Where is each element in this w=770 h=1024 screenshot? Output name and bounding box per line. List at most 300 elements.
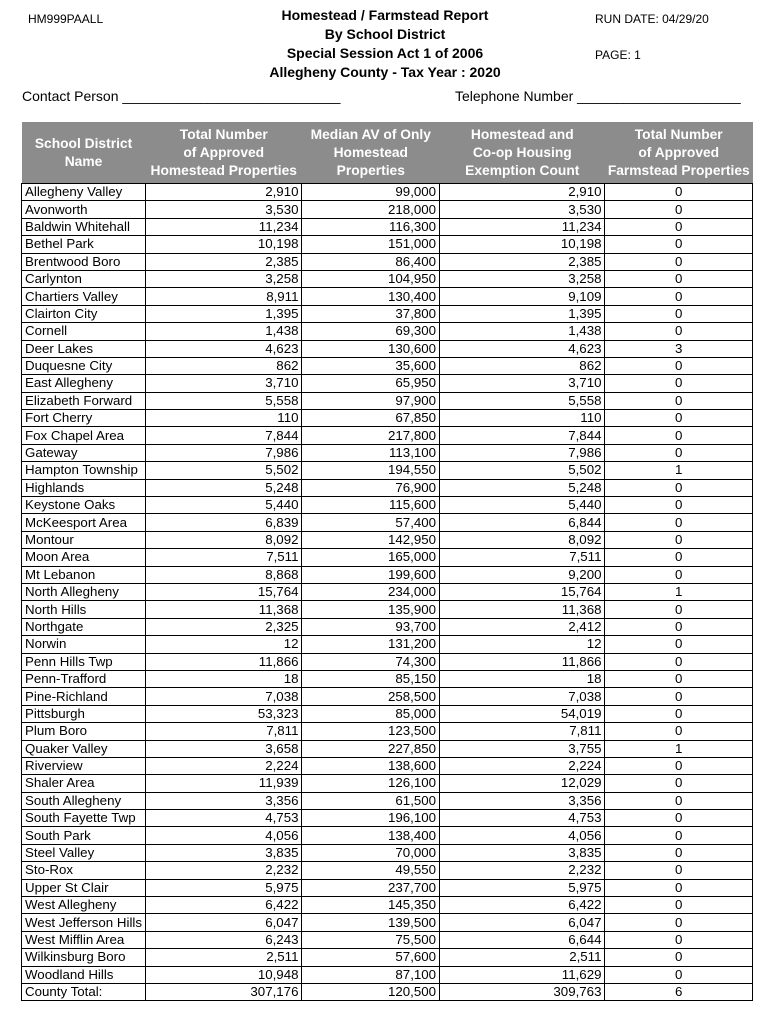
district-name-cell: Cornell [22,323,146,340]
farmstead-properties-cell: 1 [605,462,753,479]
column-header-line: Median AV of Only [310,127,431,142]
table-row [22,618,753,635]
median-av-cell: 67,850 [302,410,440,427]
district-name-cell: Quaker Valley [22,740,146,757]
table-row [22,201,753,218]
exemption-count-cell: 2,412 [440,618,605,635]
farmstead-properties-cell: 0 [605,844,753,861]
median-av-cell: 69,300 [302,323,440,340]
exemption-count-cell: 862 [440,357,605,374]
homestead-properties-cell: 10,948 [146,966,302,983]
farmstead-properties-cell: 0 [605,392,753,409]
column-header-line: School District [34,136,133,151]
median-av-cell: 61,500 [302,792,440,809]
farmstead-properties-cell: 0 [605,444,753,461]
col-school-district-name [22,122,146,184]
homestead-properties-cell: 15,764 [146,583,302,600]
homestead-properties-cell: 2,385 [146,253,302,270]
homestead-properties-cell: 1,438 [146,323,302,340]
table-row [22,392,753,409]
homestead-properties-cell: 8,911 [146,288,302,305]
median-av-cell: 97,900 [302,392,440,409]
farmstead-properties-cell: 0 [605,375,753,392]
table-row [22,844,753,861]
table-row [22,323,753,340]
farmstead-properties-cell: 0 [605,427,753,444]
farmstead-properties-cell: 0 [605,618,753,635]
district-name-cell: Avonworth [22,201,146,218]
table-row [22,740,753,757]
farmstead-properties-cell: 0 [605,253,753,270]
homestead-properties-cell: 10,198 [146,236,302,253]
column-header-line: Name [64,154,103,169]
homestead-properties-cell: 7,038 [146,688,302,705]
homestead-properties-cell: 53,323 [146,705,302,722]
exemption-count-cell: 9,200 [440,566,605,583]
median-av-cell: 130,600 [302,340,440,357]
district-name-cell: North Allegheny [22,583,146,600]
district-name-cell: Wilkinsburg Boro [22,949,146,966]
farmstead-properties-cell: 0 [605,479,753,496]
farmstead-properties-cell: 0 [605,966,753,983]
farmstead-properties-cell: 0 [605,827,753,844]
district-name-cell: Riverview [22,757,146,774]
district-name-cell: Deer Lakes [22,340,146,357]
district-name-cell: Bethel Park [22,236,146,253]
farmstead-properties-cell: 0 [605,566,753,583]
farmstead-properties-cell: 0 [605,775,753,792]
district-name-cell: Clairton City [22,305,146,322]
exemption-count-cell: 11,629 [440,966,605,983]
median-av-cell: 165,000 [302,549,440,566]
district-name-cell: Northgate [22,618,146,635]
column-header-line: of Approved [638,145,720,160]
farmstead-properties-cell: 0 [605,723,753,740]
district-name-cell: Montour [22,531,146,548]
district-name-cell: Carlynton [22,270,146,287]
column-header-line: of Approved [183,145,265,160]
exemption-count-cell: 3,258 [440,270,605,287]
table-row [22,288,753,305]
table-row [22,670,753,687]
exemption-count-cell: 3,710 [440,375,605,392]
column-header-line: Total Number [179,127,268,142]
table-row [22,531,753,548]
table-row [22,184,753,201]
district-name-cell: Pittsburgh [22,705,146,722]
table-row [22,444,753,461]
median-av-cell: 237,700 [302,879,440,896]
column-header-line: Exemption Count [465,163,580,178]
exemption-count-cell: 5,440 [440,497,605,514]
district-name-cell: Highlands [22,479,146,496]
district-name-cell: Hampton Township [22,462,146,479]
column-header-line: Homestead [333,145,408,160]
farmstead-properties-cell: 0 [605,810,753,827]
district-name-cell: Upper St Clair [22,879,146,896]
exemption-count-cell: 5,558 [440,392,605,409]
median-av-cell: 135,900 [302,601,440,618]
exemption-count-cell: 309,763 [440,983,605,1000]
exemption-count-cell: 10,198 [440,236,605,253]
exemption-count-cell: 6,047 [440,914,605,931]
median-av-cell: 115,600 [302,497,440,514]
homestead-properties-cell: 11,234 [146,218,302,235]
median-av-cell: 49,550 [302,862,440,879]
page-number: PAGE: 1 [595,48,641,62]
table-row [22,583,753,600]
homestead-properties-cell: 7,511 [146,549,302,566]
exemption-count-cell: 2,511 [440,949,605,966]
farmstead-properties-cell: 0 [605,323,753,340]
district-name-cell: Shaler Area [22,775,146,792]
homestead-properties-cell: 2,224 [146,757,302,774]
farmstead-properties-cell: 0 [605,653,753,670]
district-name-cell: Norwin [22,636,146,653]
median-av-cell: 258,500 [302,688,440,705]
median-av-cell: 57,400 [302,514,440,531]
farmstead-properties-cell: 0 [605,705,753,722]
homestead-properties-cell: 5,440 [146,497,302,514]
homestead-properties-cell: 7,844 [146,427,302,444]
farmstead-properties-cell: 0 [605,879,753,896]
homestead-properties-cell: 8,092 [146,531,302,548]
table-row [22,775,753,792]
exemption-count-cell: 1,438 [440,323,605,340]
farmstead-properties-cell: 0 [605,531,753,548]
table-row [22,757,753,774]
table-row [22,601,753,618]
farmstead-properties-cell: 0 [605,792,753,809]
median-av-cell: 142,950 [302,531,440,548]
farmstead-properties-cell: 0 [605,757,753,774]
homestead-properties-cell: 1,395 [146,305,302,322]
exemption-count-cell: 4,623 [440,340,605,357]
median-av-cell: 116,300 [302,218,440,235]
homestead-properties-cell: 3,658 [146,740,302,757]
median-av-cell: 65,950 [302,375,440,392]
table-row [22,253,753,270]
farmstead-properties-cell: 0 [605,288,753,305]
district-name-cell: Gateway [22,444,146,461]
farmstead-properties-cell: 0 [605,236,753,253]
median-av-cell: 227,850 [302,740,440,757]
exemption-count-cell: 15,764 [440,583,605,600]
exemption-count-cell: 6,422 [440,897,605,914]
table-row [22,688,753,705]
median-av-cell: 130,400 [302,288,440,305]
exemption-count-cell: 12,029 [440,775,605,792]
exemption-count-cell: 18 [440,670,605,687]
farmstead-properties-cell: 0 [605,497,753,514]
homestead-properties-cell: 4,753 [146,810,302,827]
homestead-properties-cell: 11,939 [146,775,302,792]
table-row [22,862,753,879]
table-row [22,879,753,896]
district-name-cell: Penn Hills Twp [22,653,146,670]
exemption-count-cell: 9,109 [440,288,605,305]
farmstead-properties-cell: 0 [605,201,753,218]
district-name-cell: Duquesne City [22,357,146,374]
exemption-count-cell: 4,753 [440,810,605,827]
table-row [22,410,753,427]
table-row [22,270,753,287]
table-row [22,723,753,740]
exemption-count-cell: 6,644 [440,931,605,948]
district-name-cell: Elizabeth Forward [22,392,146,409]
table-row [22,479,753,496]
homestead-properties-cell: 3,530 [146,201,302,218]
homestead-properties-cell: 7,811 [146,723,302,740]
median-av-cell: 139,500 [302,914,440,931]
table-row [22,549,753,566]
column-header-line: Total Number [634,127,723,142]
farmstead-properties-cell: 0 [605,601,753,618]
homestead-properties-cell: 11,866 [146,653,302,670]
median-av-cell: 138,600 [302,757,440,774]
median-av-cell: 199,600 [302,566,440,583]
farmstead-properties-cell: 0 [605,410,753,427]
farmstead-properties-cell: 0 [605,914,753,931]
exemption-count-cell: 7,844 [440,427,605,444]
median-av-cell: 57,600 [302,949,440,966]
table-row [22,810,753,827]
median-av-cell: 37,800 [302,305,440,322]
median-av-cell: 145,350 [302,897,440,914]
district-name-cell: Chartiers Valley [22,288,146,305]
homestead-properties-cell: 3,356 [146,792,302,809]
column-header-line: Homestead and [470,127,574,142]
col-median-av-homestead [302,122,440,184]
exemption-count-cell: 5,502 [440,462,605,479]
exemption-count-cell: 3,755 [440,740,605,757]
table-row [22,897,753,914]
table-row [22,566,753,583]
homestead-properties-cell: 3,835 [146,844,302,861]
table-row [22,305,753,322]
homestead-properties-cell: 2,511 [146,949,302,966]
contact-person-field: Contact Person ____________________________ [22,88,341,104]
column-header-line: Properties [336,163,405,178]
exemption-count-cell: 12 [440,636,605,653]
homestead-properties-cell: 5,502 [146,462,302,479]
exemption-count-cell: 2,385 [440,253,605,270]
median-av-cell: 218,000 [302,201,440,218]
district-name-cell: Steel Valley [22,844,146,861]
farmstead-properties-cell: 0 [605,636,753,653]
farmstead-properties-cell: 0 [605,949,753,966]
table-row [22,375,753,392]
title-line: Allegheny County - Tax Year : 2020 [269,64,501,80]
homestead-properties-cell: 3,710 [146,375,302,392]
district-name-cell: Pine-Richland [22,688,146,705]
district-name-cell: Allegheny Valley [22,184,146,201]
farmstead-properties-cell: 0 [605,897,753,914]
median-av-cell: 113,100 [302,444,440,461]
homestead-report-table [21,122,753,1001]
homestead-properties-cell: 11,368 [146,601,302,618]
exemption-count-cell: 11,234 [440,218,605,235]
farmstead-properties-cell: 0 [605,862,753,879]
homestead-properties-cell: 862 [146,357,302,374]
homestead-properties-cell: 6,422 [146,897,302,914]
district-name-cell: South Park [22,827,146,844]
district-name-cell: West Allegheny [22,897,146,914]
farmstead-properties-cell: 0 [605,931,753,948]
farmstead-properties-cell: 1 [605,740,753,757]
table-row [22,949,753,966]
exemption-count-cell: 2,224 [440,757,605,774]
farmstead-properties-cell: 0 [605,184,753,201]
farmstead-properties-cell: 1 [605,583,753,600]
median-av-cell: 86,400 [302,253,440,270]
table-row [22,636,753,653]
exemption-count-cell: 5,975 [440,879,605,896]
report-id: HM999PAALL [28,12,104,26]
median-av-cell: 131,200 [302,636,440,653]
farmstead-properties-cell: 3 [605,340,753,357]
median-av-cell: 234,000 [302,583,440,600]
exemption-count-cell: 3,530 [440,201,605,218]
homestead-properties-cell: 18 [146,670,302,687]
table-row [22,514,753,531]
homestead-properties-cell: 4,623 [146,340,302,357]
district-name-cell: Baldwin Whitehall [22,218,146,235]
district-name-cell: Plum Boro [22,723,146,740]
table-row [22,966,753,983]
district-name-cell: McKeesport Area [22,514,146,531]
farmstead-properties-cell: 0 [605,514,753,531]
median-av-cell: 70,000 [302,844,440,861]
exemption-count-cell: 1,395 [440,305,605,322]
median-av-cell: 85,150 [302,670,440,687]
median-av-cell: 126,100 [302,775,440,792]
district-name-cell: County Total: [22,983,146,1000]
exemption-count-cell: 2,910 [440,184,605,201]
homestead-properties-cell: 4,056 [146,827,302,844]
farmstead-properties-cell: 0 [605,270,753,287]
homestead-properties-cell: 12 [146,636,302,653]
homestead-properties-cell: 307,176 [146,983,302,1000]
farmstead-properties-cell: 6 [605,983,753,1000]
median-av-cell: 138,400 [302,827,440,844]
median-av-cell: 196,100 [302,810,440,827]
homestead-properties-cell: 8,868 [146,566,302,583]
run-date: RUN DATE: 04/29/20 [595,12,709,26]
farmstead-properties-cell: 0 [605,549,753,566]
district-name-cell: West Jefferson Hills [22,914,146,931]
col-total-homestead-properties [146,122,302,184]
col-total-farmstead-properties [605,122,753,184]
exemption-count-cell: 7,038 [440,688,605,705]
table-row [22,705,753,722]
table-row [22,340,753,357]
median-av-cell: 120,500 [302,983,440,1000]
col-homestead-coop-exemption-count [440,122,605,184]
column-header-line: Co-op Housing [472,145,572,160]
exemption-count-cell: 7,986 [440,444,605,461]
homestead-properties-cell: 6,839 [146,514,302,531]
homestead-properties-cell: 3,258 [146,270,302,287]
median-av-cell: 85,000 [302,705,440,722]
district-name-cell: Woodland Hills [22,966,146,983]
district-name-cell: Mt Lebanon [22,566,146,583]
median-av-cell: 75,500 [302,931,440,948]
exemption-count-cell: 6,844 [440,514,605,531]
median-av-cell: 104,950 [302,270,440,287]
table-row [22,236,753,253]
homestead-properties-cell: 5,975 [146,879,302,896]
median-av-cell: 194,550 [302,462,440,479]
table-row [22,357,753,374]
table-row [22,827,753,844]
district-name-cell: West Mifflin Area [22,931,146,948]
exemption-count-cell: 3,835 [440,844,605,861]
homestead-properties-cell: 2,232 [146,862,302,879]
median-av-cell: 217,800 [302,427,440,444]
district-name-cell: Sto-Rox [22,862,146,879]
table-row [22,914,753,931]
district-name-cell: Penn-Trafford [22,670,146,687]
median-av-cell: 74,300 [302,653,440,670]
district-name-cell: Fox Chapel Area [22,427,146,444]
exemption-count-cell: 7,811 [440,723,605,740]
homestead-properties-cell: 5,248 [146,479,302,496]
table-row [22,653,753,670]
homestead-properties-cell: 6,243 [146,931,302,948]
district-name-cell: Moon Area [22,549,146,566]
homestead-properties-cell: 2,325 [146,618,302,635]
farmstead-properties-cell: 0 [605,305,753,322]
telephone-number-field: Telephone Number _____________________ [455,88,741,104]
farmstead-properties-cell: 0 [605,218,753,235]
median-av-cell: 87,100 [302,966,440,983]
district-name-cell: South Fayette Twp [22,810,146,827]
table-row [22,931,753,948]
district-name-cell: East Allegheny [22,375,146,392]
title-line: Homestead / Farmstead Report [281,7,489,23]
median-av-cell: 76,900 [302,479,440,496]
exemption-count-cell: 8,092 [440,531,605,548]
homestead-properties-cell: 6,047 [146,914,302,931]
homestead-properties-cell: 5,558 [146,392,302,409]
table-header-row [22,122,753,184]
title-line: Special Session Act 1 of 2006 [286,45,484,61]
median-av-cell: 123,500 [302,723,440,740]
exemption-count-cell: 11,368 [440,601,605,618]
exemption-count-cell: 3,356 [440,792,605,809]
homestead-properties-cell: 110 [146,410,302,427]
table-row [22,427,753,444]
homestead-properties-cell: 7,986 [146,444,302,461]
median-av-cell: 99,000 [302,184,440,201]
median-av-cell: 35,600 [302,357,440,374]
exemption-count-cell: 7,511 [440,549,605,566]
district-name-cell: Keystone Oaks [22,497,146,514]
table-row [22,792,753,809]
column-header-line: Farmstead Properties [607,163,750,178]
exemption-count-cell: 110 [440,410,605,427]
table-row [22,497,753,514]
farmstead-properties-cell: 0 [605,688,753,705]
district-name-cell: North Hills [22,601,146,618]
county-total-row [22,983,753,1000]
farmstead-properties-cell: 0 [605,357,753,374]
district-name-cell: South Allegheny [22,792,146,809]
title-line: By School District [324,26,446,42]
median-av-cell: 151,000 [302,236,440,253]
exemption-count-cell: 4,056 [440,827,605,844]
